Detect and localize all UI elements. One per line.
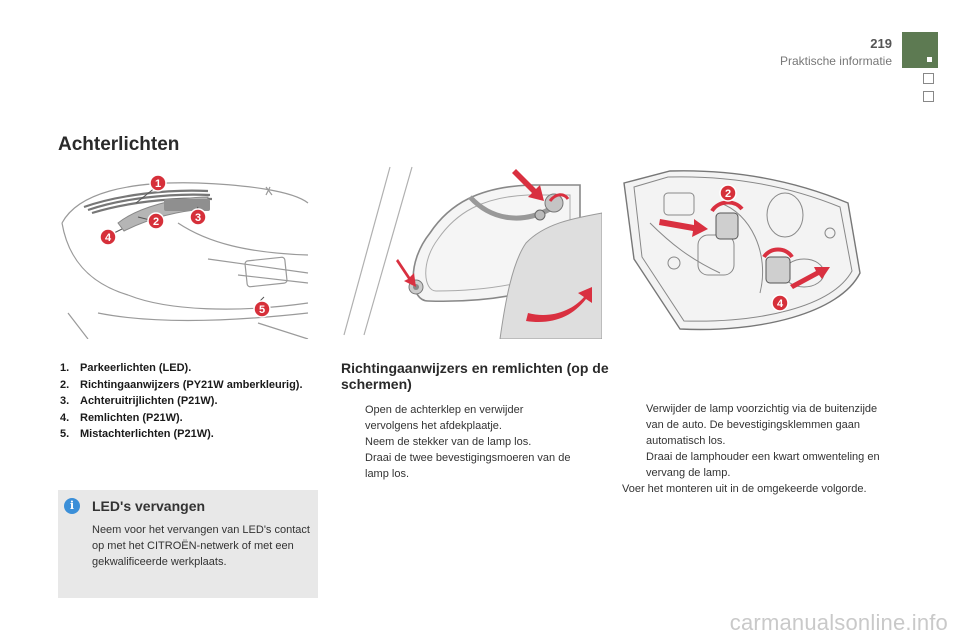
callout-2-label: 2 (724, 188, 732, 200)
steps-list-left (341, 402, 571, 482)
rear-lights-illustration (58, 163, 316, 339)
callout-2-label: 2 (152, 216, 160, 228)
page-title: Achterlichten (58, 134, 180, 155)
section-tab (902, 32, 938, 68)
steps-list-right (622, 401, 892, 481)
watermark: carmanualsonline.info (729, 610, 948, 635)
info-box-text: Neem voor het vervangen van LED's contact op met het CITROËN-netwerk of met een gekwalificeerde werkplaats. (92, 524, 310, 568)
tab-marker (927, 57, 932, 62)
lamp-type-list (60, 360, 310, 443)
led-info-box (58, 490, 318, 598)
callout-4-label: 4 (776, 298, 784, 310)
list-item: Verwijder de lamp voorzichtig via de buitenzijde van de auto. De bevestigingsklemmen gaan automatisch los. (646, 403, 878, 447)
list-item: 1. Parkeerlichten (LED). (60, 362, 192, 374)
page-marker-box (923, 73, 934, 84)
list-item: Open de achterklep en verwijder vervolgens het afdekplaatje. (365, 404, 524, 432)
tailgate-panel-figure (340, 163, 602, 339)
callout-4-label: 4 (104, 232, 112, 244)
list-item: 2. Richtingaanwijzers (PY21W amberkleurig). (60, 378, 303, 391)
list-item: 4. Remlichten (P21W). (60, 411, 183, 424)
callout-5-label: 5 (258, 304, 266, 316)
section-name: Praktische informatie (779, 54, 892, 68)
lamp-holder-figure (620, 163, 882, 339)
section-heading: Richtingaanwijzers en remlichten (op de schermen) (341, 360, 609, 392)
rear-lights-figure (58, 163, 316, 339)
list-item: Draai de lamphouder een kwart omwenteling en vervang de lamp. (646, 451, 880, 479)
list-item: Draai de twee bevestigingsmoeren van de lamp los. (365, 452, 571, 480)
info-icon: i (64, 498, 80, 514)
closing-instruction: Voer het monteren uit in de omgekeerde volgorde. (622, 483, 867, 495)
list-item: 5. Mistachterlichten (P21W). (60, 428, 214, 440)
tailgate-panel-illustration (340, 163, 602, 339)
callout-3-label: 3 (194, 212, 202, 224)
info-box-title: LED's vervangen (92, 498, 206, 514)
list-item: 3. Achteruitrijlichten (P21W). (60, 395, 218, 407)
callout-1-label: 1 (154, 178, 162, 190)
lamp-holder-illustration (620, 163, 882, 339)
page-number: 219 (870, 36, 892, 51)
page-marker-box (923, 91, 934, 102)
list-item: Neem de stekker van de lamp los. (365, 436, 532, 448)
